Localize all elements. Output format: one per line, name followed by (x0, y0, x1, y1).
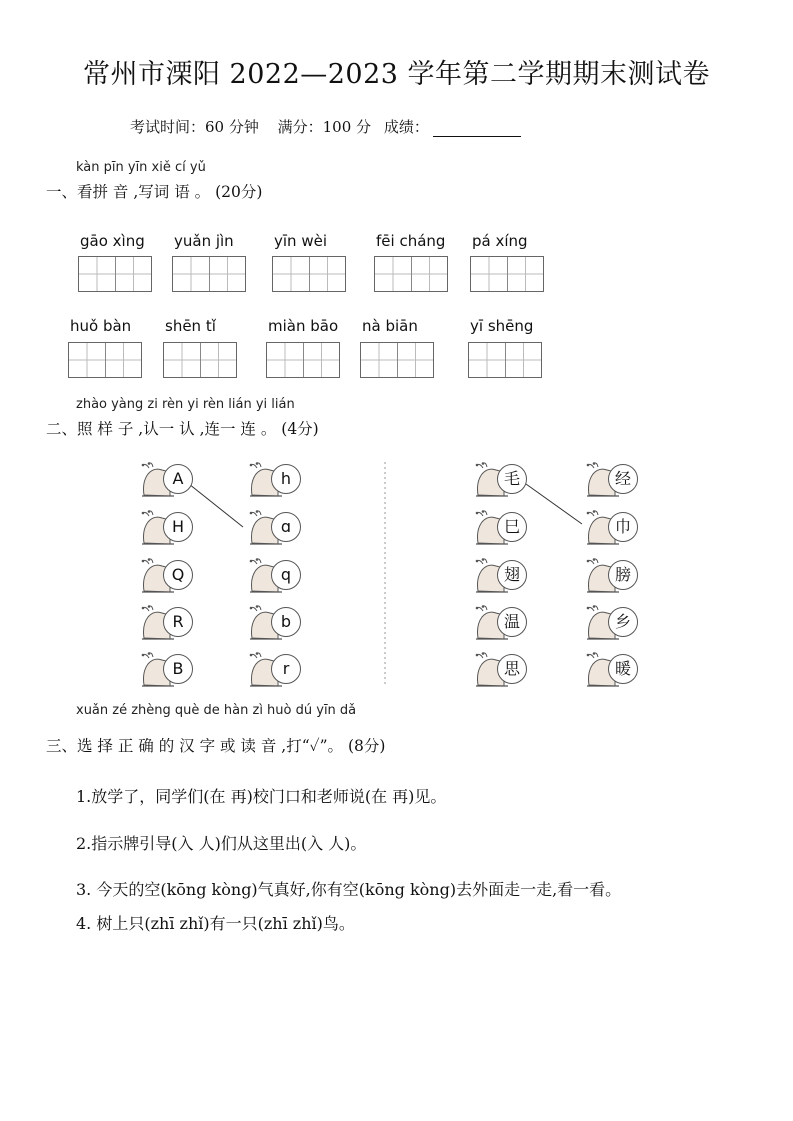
page-title: 常州市溧阳 2022—2023 学年第二学期期末测试卷 (82, 59, 711, 90)
example-line-right (526, 484, 582, 524)
snail-shell-label: 暖 (608, 654, 638, 684)
snail-shell-label: B (163, 654, 193, 684)
snail-shell-label: Q (163, 560, 193, 590)
section1-row1-pinyin-3: yīn wèi (274, 232, 327, 250)
snail-shell-label: 毛 (497, 464, 527, 494)
section1-row2-pinyin-1: huǒ bàn (70, 317, 132, 335)
snail-right-col1-item[interactable] (474, 462, 522, 498)
snail-shell-label: 乡 (608, 607, 638, 637)
snail-shell-label: 翅 (497, 560, 527, 590)
exam-score: 满分：100 分 (277, 118, 372, 136)
snail-shell-label: A (163, 464, 193, 494)
snail-shell-label: R (163, 607, 193, 637)
snail-left-col2-item[interactable] (248, 605, 296, 641)
snail-left-col2-item[interactable] (248, 652, 296, 688)
snail-right-col2-item[interactable] (585, 462, 633, 498)
snail-shell-label: q (271, 560, 301, 590)
exam-time: 考试时间：60 分钟 (130, 118, 259, 136)
snail-left-col2-item[interactable] (248, 462, 296, 498)
section3-pinyin: xuǎn zé zhèng què de hàn zì huò dú yīn dǎ (76, 703, 357, 718)
snail-shell-label: b (271, 607, 301, 637)
snail-left-col1-item[interactable] (140, 605, 188, 641)
snail-right-col2-item[interactable] (585, 652, 633, 688)
snail-left-col1-item[interactable] (140, 462, 188, 498)
snail-shell-label: 巾 (608, 512, 638, 542)
section1-row2-pinyin-3: miàn bāo (268, 317, 339, 335)
section1-heading: 一、看拼 音 ,写词 语 。 (20分) (46, 183, 263, 201)
snail-left-col2-item[interactable] (248, 510, 296, 546)
snail-left-col1-item[interactable] (140, 652, 188, 688)
section2-pinyin: zhào yàng zi rèn yi rèn lián yi lián (76, 397, 295, 412)
question-3: 3. 今天的空(kōng kòng)气真好,你有空(kōng kòng)去外面走一走,看一看。 (76, 880, 622, 899)
snail-right-col2-item[interactable] (585, 605, 633, 641)
question-4: 4. 树上只(zhī zhǐ)有一只(zhī zhǐ)鸟。 (76, 914, 355, 933)
section1-row2-pinyin-4: nà biān (362, 317, 418, 335)
snail-shell-label: 膀 (608, 560, 638, 590)
section2-heading: 二、照 样 子 ,认一 认 ,连一 连 。 (4分) (46, 420, 319, 438)
snail-shell-label: ɑ (271, 512, 301, 542)
section1-row1-pinyin-1: gāo xìng (80, 232, 145, 250)
snail-shell-label: r (271, 654, 301, 684)
snail-right-col2-item[interactable] (585, 510, 633, 546)
section1-row2-pinyin-2: shēn tǐ (165, 317, 216, 335)
snail-shell-label: 思 (497, 654, 527, 684)
snail-shell-label: 经 (608, 464, 638, 494)
snail-shell-label: 温 (497, 607, 527, 637)
question-2: 2.指示牌引导(入 人)们从这里出(入 人)。 (76, 834, 367, 853)
snail-shell-label: h (271, 464, 301, 494)
section1-row1-pinyin-5: pá xíng (472, 232, 528, 250)
snail-shell-label: 巳 (497, 512, 527, 542)
snail-left-col1-item[interactable] (140, 510, 188, 546)
example-line-left (189, 484, 243, 527)
section3-heading: 三、选 择 正 确 的 汉 字 或 读 音 ,打“✓”。 (8分) (46, 737, 386, 755)
section1-row1-pinyin-2: yuǎn jìn (174, 232, 234, 250)
question-1: 1.放学了，同学们(在 再)校门口和老师说(在 再)见。 (76, 787, 447, 806)
section1-row1-pinyin-4: fēi cháng (376, 232, 446, 250)
snail-left-col1-item[interactable] (140, 558, 188, 594)
snail-right-col1-item[interactable] (474, 558, 522, 594)
snail-shell-label: H (163, 512, 193, 542)
snail-right-col1-item[interactable] (474, 510, 522, 546)
snail-right-col1-item[interactable] (474, 605, 522, 641)
section1-pinyin: kàn pīn yīn xiě cí yǔ (76, 160, 206, 175)
exam-grade: 成绩： (383, 118, 429, 136)
snail-right-col2-item[interactable] (585, 558, 633, 594)
snail-left-col2-item[interactable] (248, 558, 296, 594)
section1-row2-pinyin-5: yī shēng (470, 317, 534, 335)
snail-right-col1-item[interactable] (474, 652, 522, 688)
